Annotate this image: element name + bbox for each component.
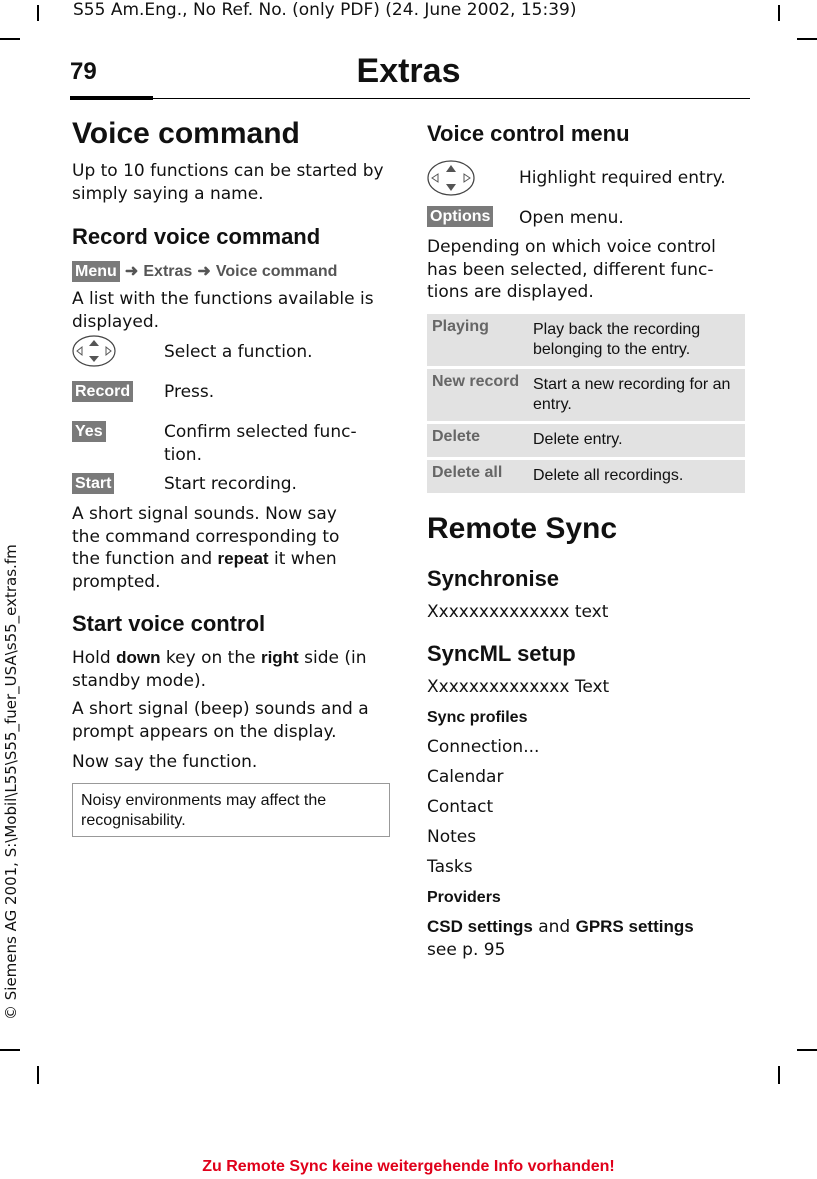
page-title: Extras — [356, 52, 461, 90]
menu-path — [72, 261, 337, 282]
table-value: Delete entry. — [533, 431, 623, 448]
note-box: Noisy environments may affect the recognisability. — [72, 783, 390, 837]
voice-command-intro: Up to 10 functions can be started by simply saying a name. — [72, 161, 384, 204]
sync-profiles-heading: Sync profiles — [427, 709, 528, 726]
list-item: Contact — [427, 797, 494, 817]
remote-sync-heading: Remote Sync — [427, 512, 618, 545]
signal-text-end: it when prompted. — [72, 549, 337, 592]
signal-text: A short signal sounds. Now say the command corresponding to the function and — [72, 504, 340, 569]
copyright-sidebar: © Siemens AG 2001, S:\Mobil\L55\S55_fuer_USA\s55_extras.fm — [2, 544, 20, 1020]
synchronise-text: Xxxxxxxxxxxxxx text — [427, 602, 609, 622]
start-key: Start — [72, 473, 114, 494]
step-select-function: Select a function. — [164, 342, 313, 362]
hold-key-paragraph — [72, 647, 382, 692]
step-confirm: Confirm selected func-tion. — [164, 422, 357, 465]
page-number: 79 — [70, 58, 97, 85]
csd-settings-link: CSD settings — [427, 917, 533, 936]
record-voice-command-heading: Record voice command — [72, 224, 321, 249]
table-key: New record — [432, 373, 520, 390]
crop-mark — [797, 1049, 817, 1051]
record-description: A list with the functions available is displayed. — [72, 289, 374, 332]
menu-key: Menu — [72, 261, 120, 282]
synchronise-heading: Synchronise — [427, 566, 560, 591]
step-start-recording: Start recording. — [164, 474, 297, 494]
voice-control-menu-heading: Voice control menu — [427, 121, 630, 146]
providers-and: and — [538, 917, 571, 937]
navigation-key-icon — [426, 159, 476, 197]
hold-down-emphasis: down — [116, 648, 161, 667]
crop-mark — [37, 5, 39, 21]
voice-command-heading: Voice command — [72, 117, 300, 150]
path-item-extras: Extras — [143, 263, 193, 280]
list-item: Notes — [427, 827, 477, 847]
crop-mark — [0, 1049, 20, 1051]
menu-description: Depending on which voice control has been selected, different func-tions are displayed. — [427, 237, 716, 302]
table-key: Playing — [432, 318, 489, 335]
navigation-key-icon — [71, 334, 117, 368]
hold-right-emphasis: right — [260, 648, 299, 667]
table-key: Delete — [432, 428, 481, 445]
hold-text: Hold — [72, 648, 111, 668]
record-key: Record — [72, 381, 133, 402]
table-row — [427, 424, 745, 457]
footer-note: Zu Remote Sync keine weitergehende Info vorhanden! — [202, 1158, 615, 1175]
syncml-setup-text: Xxxxxxxxxxxxxx Text — [427, 677, 610, 697]
table-row — [427, 369, 745, 421]
crop-mark — [797, 38, 817, 40]
crop-mark — [778, 1066, 780, 1084]
path-item-voice-command: Voice command — [215, 263, 338, 280]
hold-text-end: side (in standby mode). — [72, 648, 367, 691]
list-item: Connection... — [427, 737, 540, 757]
open-menu-text: Open menu. — [519, 208, 624, 228]
yes-key: Yes — [72, 421, 106, 442]
providers-heading: Providers — [427, 889, 501, 906]
providers-paragraph — [427, 916, 727, 961]
step-press: Press. — [164, 382, 215, 402]
document-info: S55 Am.Eng., No Ref. No. (only PDF) (24. June 2002, 15:39) — [73, 0, 577, 20]
signal-paragraph — [72, 503, 362, 593]
table-key: Delete all — [432, 464, 503, 481]
syncml-setup-heading: SyncML setup — [427, 641, 576, 666]
crop-mark — [37, 1066, 39, 1084]
signal-emphasis: repeat — [217, 549, 269, 568]
list-item: Calendar — [427, 767, 504, 787]
highlight-entry-text: Highlight required entry. — [519, 168, 726, 188]
path-arrow-icon: ➜ — [197, 263, 211, 280]
table-value: Play back the recording belonging to the entry. — [533, 321, 701, 358]
crop-mark — [778, 5, 780, 21]
beep-paragraph: A short signal (beep) sounds and a prompt appears on the display. — [72, 699, 369, 742]
crop-mark — [0, 38, 20, 40]
table-row — [427, 460, 745, 493]
table-value: Start a new recording for an entry. — [533, 376, 731, 413]
providers-see-page: see p. 95 — [427, 939, 506, 960]
table-row — [427, 314, 745, 366]
hold-text-mid: key on the — [165, 648, 256, 668]
table-value: Delete all recordings. — [533, 467, 684, 484]
say-function-paragraph: Now say the function. — [72, 752, 258, 772]
header-rule — [153, 98, 750, 99]
options-key: Options — [427, 206, 493, 227]
list-item: Tasks — [427, 857, 473, 877]
header-rule-thick — [70, 96, 153, 100]
path-arrow-icon: ➜ — [124, 263, 139, 280]
start-voice-control-heading: Start voice control — [72, 611, 266, 636]
gprs-settings-link: GPRS settings — [575, 917, 694, 936]
